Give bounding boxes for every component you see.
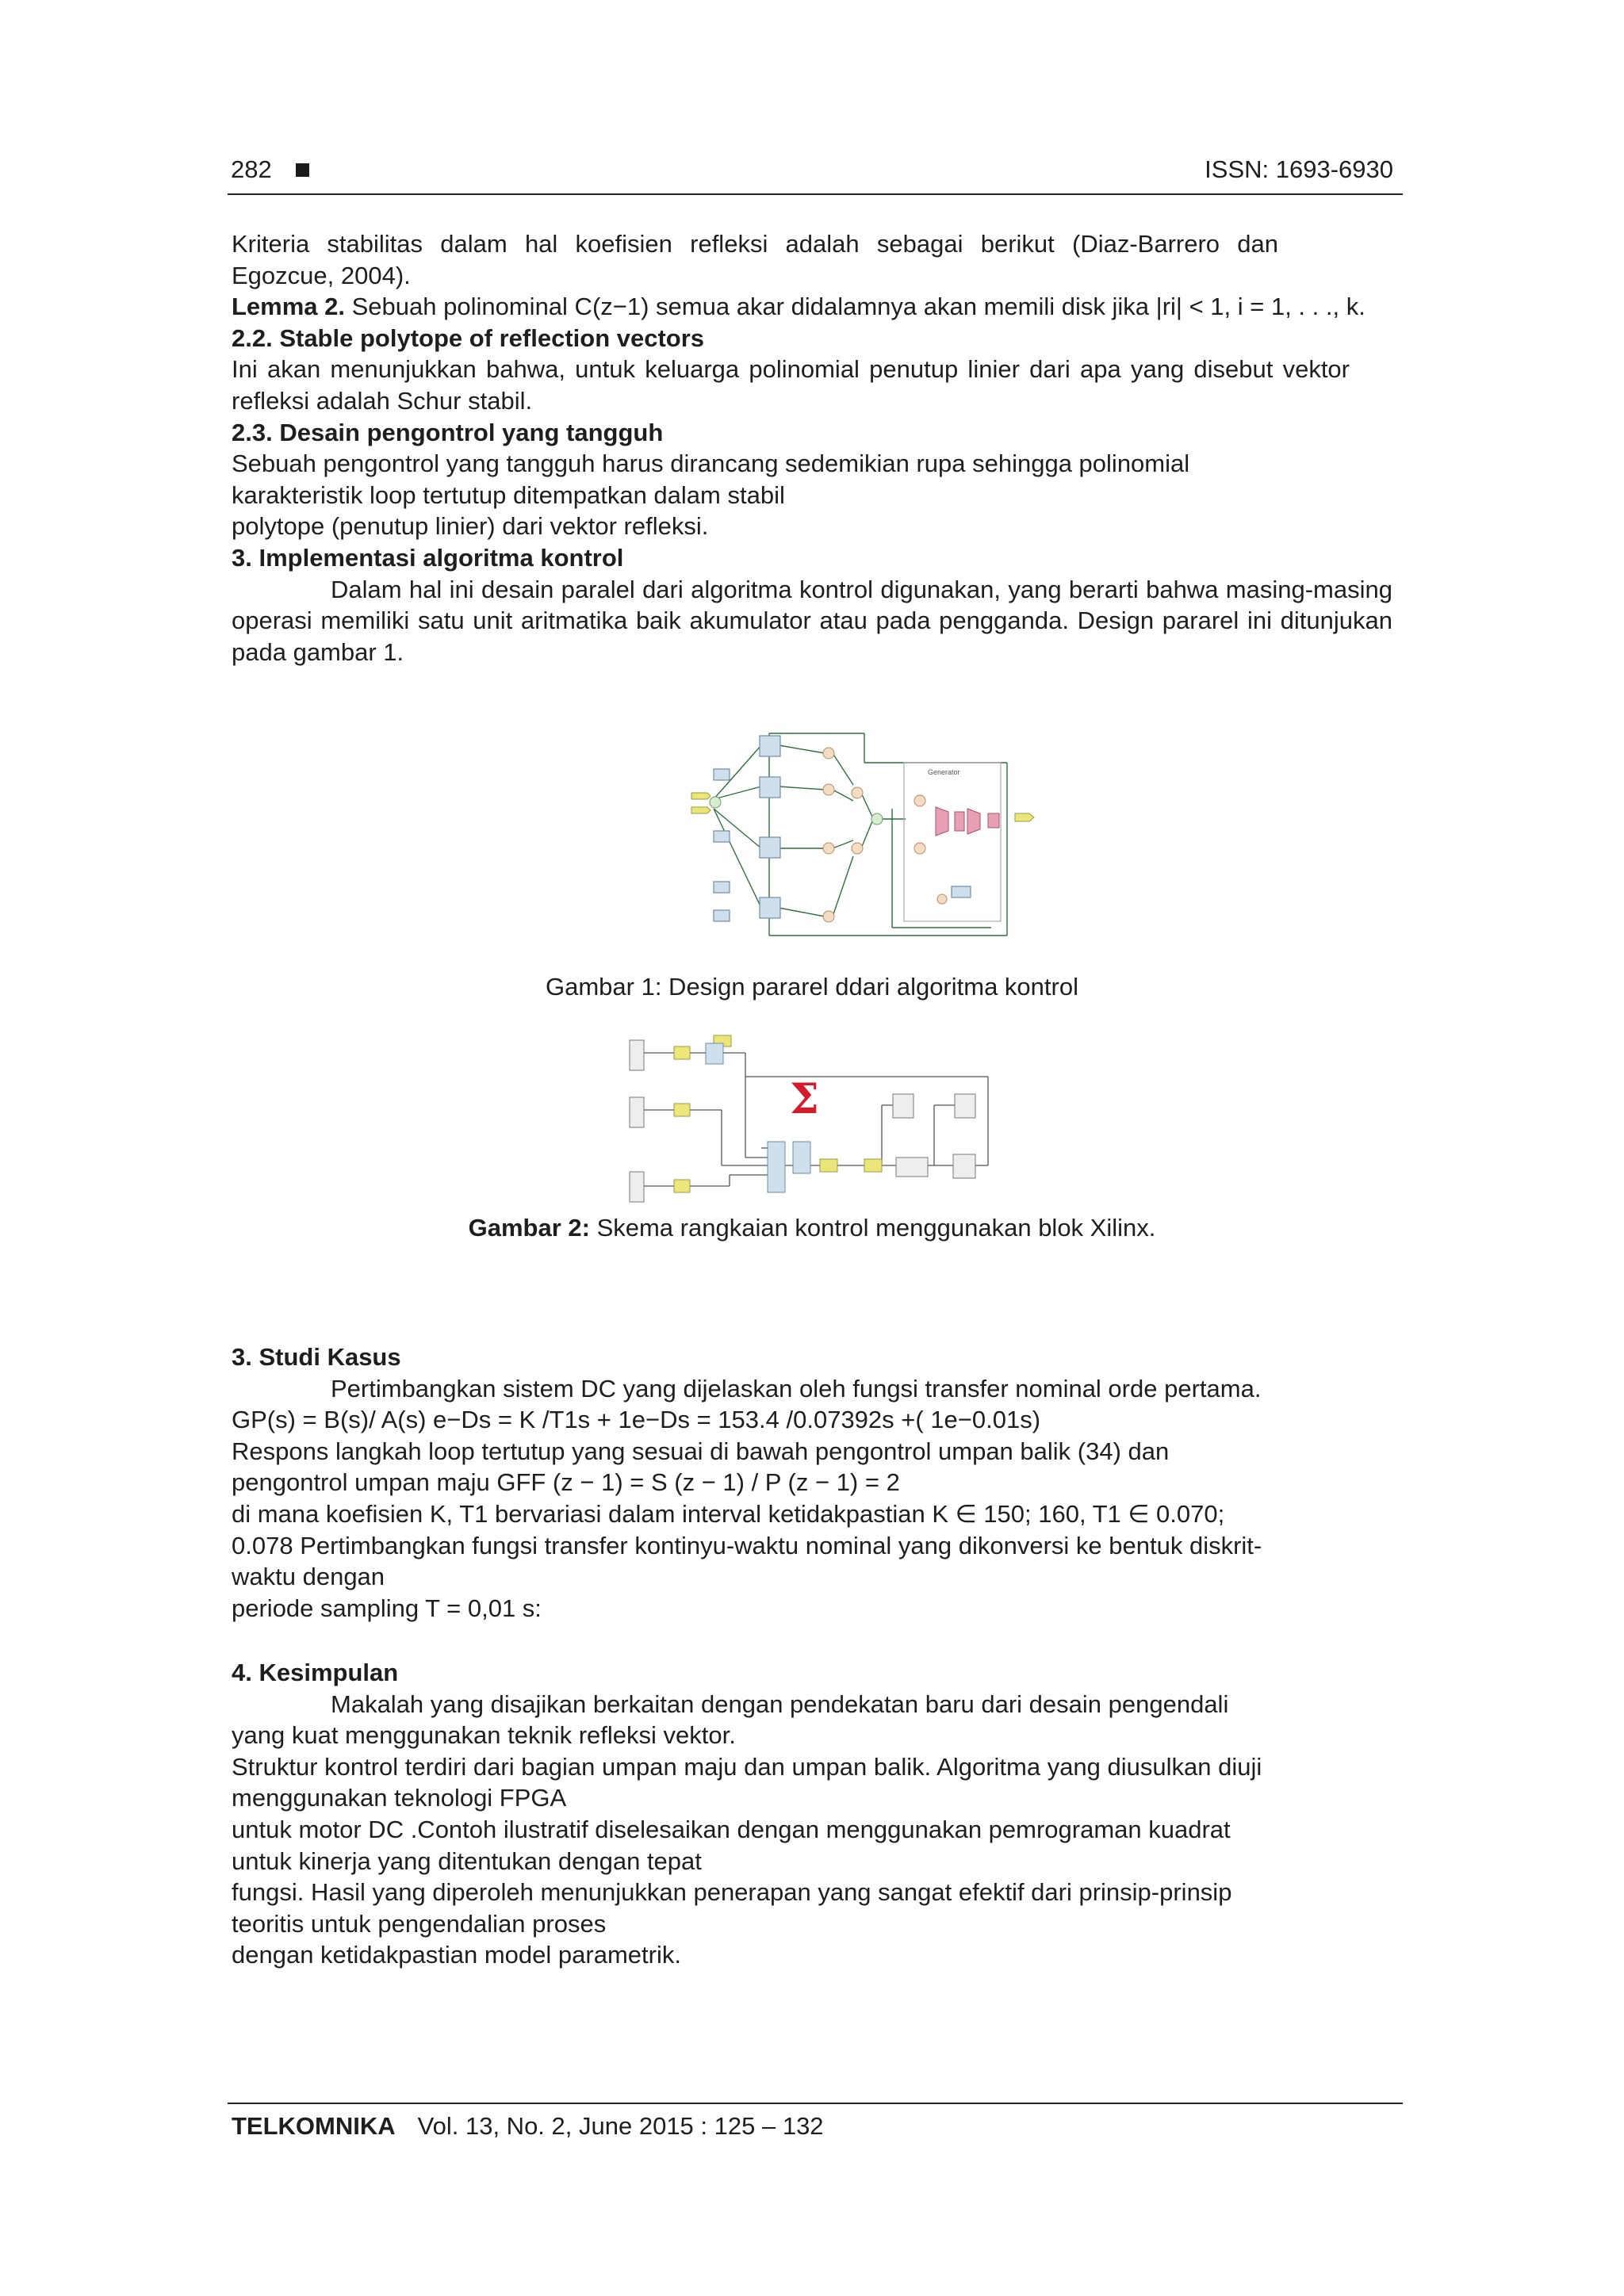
paragraph-2-2: Ini akan menunjukkan bahwa, untuk keluarga polinomial penutup linier dari apa yang disebut vektor refleksi adalah Schur stabil. (232, 355, 1350, 415)
figure-2-diagram (626, 1031, 999, 1213)
studi-line-3: Respons langkah loop tertutup yang sesuai di bawah pengontrol umpan balik (34) dan (232, 1437, 1170, 1465)
heading-2-3: 2.3. Desain pengontrol yang tangguh (232, 418, 664, 446)
page-number: 282 (231, 155, 272, 183)
lemma-text: Sebuah polinominal C(z−1) semua akar didalamnya akan memili disk jika |ri| < 1, i = 1, . . ., k. (345, 293, 1365, 321)
figure-2-caption-label: Gambar 2: (468, 1214, 590, 1242)
figure-1-diagram (690, 729, 1039, 943)
paragraph-2-3-line-1: Sebuah pengontrol yang tangguh harus dirancang sedemikian rupa sehingga polinomial (232, 450, 1190, 478)
generator-label: Generator (928, 768, 960, 776)
paragraph-2-3-line-3: polytope (penutup linier) dari vektor refleksi. (232, 512, 709, 541)
control-algorithm-block (768, 1142, 785, 1192)
kesimpulan-line-5: untuk motor DC .Contoh ilustratif diselesaikan dengan menggunakan pemrograman kuadrat (232, 1815, 1231, 1843)
heading-kesimpulan: 4. Kesimpulan (232, 1659, 399, 1686)
section-kesimpulan (232, 1657, 1392, 1971)
issn-label: ISSN: 1693-6930 (1205, 155, 1393, 183)
studi-line-1: Pertimbangkan sistem DC yang dijelaskan oleh fungsi transfer nominal orde pertama. (331, 1374, 1262, 1402)
square-bullet-icon (296, 163, 309, 177)
delay-block (706, 1043, 723, 1064)
studi-line-8: periode sampling T = 0,01 s: (232, 1594, 542, 1622)
paragraph-2-3-line-2: karakteristik loop tertutup ditempatkan dalam stabil (232, 480, 785, 509)
kesimpulan-line-4: menggunakan teknologi FPGA (232, 1784, 567, 1812)
kesimpulan-line-3: Struktur kontrol terdiri dari bagian umpan maju dan umpan balik. Algoritma yang diusulkan diuji (232, 1752, 1262, 1781)
journal-name: TELKOMNIKA (232, 2112, 396, 2140)
studi-line-5: di mana koefisien K, T1 bervariasi dalam interval ketidakpastian K ∈ 150; 160, T1 ∈ 0.070; (232, 1499, 1225, 1528)
kesimpulan-line-1: Makalah yang disajikan berkaitan dengan pendekatan baru dari desain pengendali (331, 1689, 1229, 1718)
xilinx-logo-icon: Σ (790, 1075, 819, 1123)
system-generator-block (793, 1142, 810, 1173)
studi-equation-line: GP(s) = B(s)/ A(s) e−Ds = K /T1s + 1e−Ds = 153.4 /0.07392s +( 1e−0.01s) (232, 1406, 1041, 1434)
body-text-top (232, 228, 1392, 668)
heading-2-2: 2.2. Stable polytope of reflection vectors (232, 323, 705, 352)
figure-2-caption (0, 1214, 1624, 1242)
journal-citation: Vol. 13, No. 2, June 2015 : 125 – 132 (417, 2112, 824, 2140)
heading-3: 3. Implementasi algoritma kontrol (232, 543, 624, 572)
page-footer (232, 2112, 824, 2141)
intro-paragraph: Kriteria stabilitas dalam hal koefisien refleksi adalah sebagai berikut (Diaz-Barrero dan Egozcue, 2004). (232, 230, 1278, 289)
paragraph-3: Dalam hal ini desain paralel dari algoritma kontrol digunakan, yang berarti bahwa masing-masing operasi memiliki satu unit aritmatika baik akumulator atau pada pengganda. Design pararel ini ditunjukan pada gambar 1. (232, 575, 1392, 666)
kesimpulan-line-7: fungsi. Hasil yang diperoleh menunjukkan penerapan yang sangat efektif dari prinsip-prinsip (232, 1878, 1232, 1907)
page-header-left (231, 155, 309, 184)
section-studi-kasus (232, 1341, 1392, 1624)
studi-line-6: 0.078 Pertimbangkan fungsi transfer kontinyu-waktu nominal yang dikonversi ke bentuk diskrit- (232, 1531, 1262, 1559)
studi-line-4: pengontrol umpan maju GFF (z − 1) = S (z − 1) / P (z − 1) = 2 (232, 1468, 900, 1497)
lemma-paragraph (232, 291, 1392, 323)
kesimpulan-line-2: yang kuat menggunakan teknik refleksi vektor. (232, 1721, 736, 1750)
studi-line-7: waktu dengan (232, 1563, 385, 1591)
kesimpulan-line-6: untuk kinerja yang ditentukan dengan tepat (232, 1846, 702, 1875)
kesimpulan-line-9: dengan ketidakpastian model parametrik. (232, 1941, 681, 1969)
figure-1-caption: Gambar 1: Design pararel ddari algoritma kontrol (546, 973, 1078, 1001)
kesimpulan-line-8: teoritis untuk pengendalian proses (232, 1909, 607, 1938)
footer-rule (228, 2103, 1403, 2104)
figure-2-caption-text: Skema rangkaian kontrol menggunakan blok Xilinx. (589, 1214, 1156, 1242)
header-rule (228, 193, 1403, 195)
heading-studi-kasus: 3. Studi Kasus (232, 1343, 401, 1371)
lemma-label: Lemma 2. (232, 293, 346, 321)
